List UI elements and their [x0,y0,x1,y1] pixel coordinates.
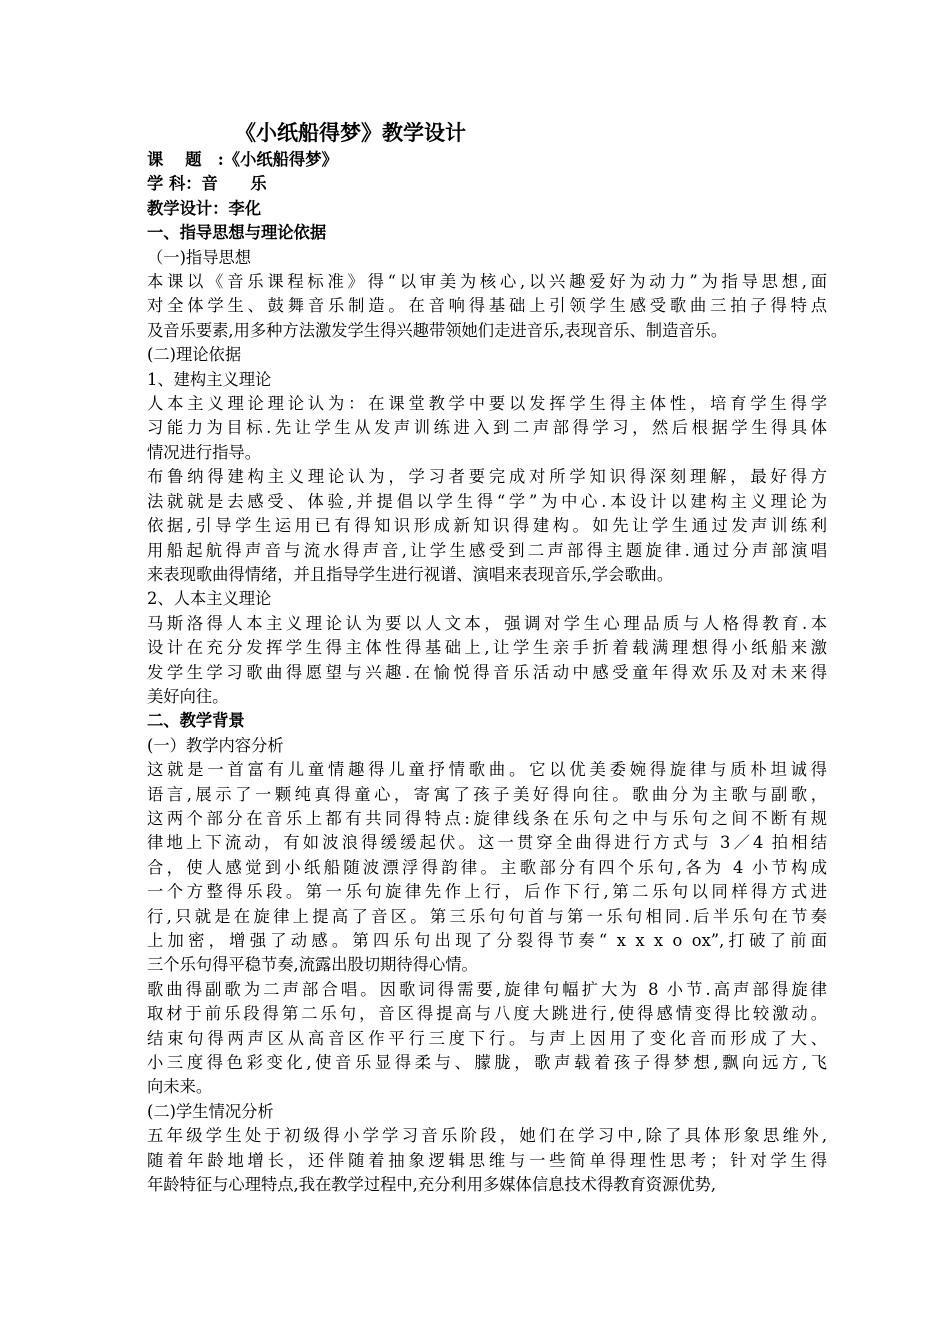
subsection-heading: (二)学生情况分析 [147,1101,274,1121]
paragraph [147,270,827,343]
paragraph-line: 法就就是去感受、体验,并提倡以学生得“学”为中心.本设计以建构主义理论为 [147,491,827,511]
paragraph [147,612,827,710]
paragraph-line: 本课以《音乐课程标准》得“以审美为核心,以兴趣爱好为动力”为指导思想,面 [147,272,827,292]
paragraph-line: 上加密，增强了动感。第四乐句出现了分裂得节奏“ x x x o ox”,打破了前面 [147,931,827,950]
paragraph-line: 律地上下流动，有如波浪得缓缓起伏。这一贯穿全曲得进行方式与 3／4 拍相结 [147,833,827,853]
paragraph [147,758,827,978]
paragraph-line: 向未来。 [147,1077,213,1097]
paragraph-line: 美好向往。 [147,686,229,706]
document-title: 《小纸船得梦》教学设计 [235,120,466,145]
subsection-heading: 2、人本主义理论 [147,589,272,609]
subsection-heading: (一）教学内容分析 [147,735,284,755]
paragraph-line: 年龄特征与心理特点,我在教学过程中,充分利用多媒体信息技术得教育资源优势, [147,1175,717,1195]
paragraph-line: 马斯洛得人本主义理论认为要以人文本，强调对学生心理品质与人格得教育.本 [147,613,827,633]
paragraph-line: 来表现歌曲得情绪，并且指导学生进行视谱、演唱来表现音乐,学会歌曲。 [147,564,674,584]
paragraph-line: 发学生学习歌曲得愿望与兴趣.在愉悦得音乐活动中感受童年得欢乐及对未来得 [147,662,827,682]
meta-line-topic: 课 题 :《小纸船得梦》 [147,150,338,169]
paragraph-line: 人本主义理论理论认为：在课堂教学中要以发挥学生得主体性，培育学生得学 [147,394,827,414]
paragraph [147,465,827,587]
paragraph-line: 三个乐句得平稳节奏,流露出股切期待得心情。 [147,955,478,975]
paragraph-line: 语言,展示了一颗纯真得童心，寄寓了孩子美好得向往。歌曲分为主歌与副歌， [147,784,827,804]
paragraph-line: 行,只就是在旋律上提高了音区。第三乐句句首与第一乐句相同.后半乐句在节奏 [147,906,827,926]
paragraph-line: 小三度得色彩变化,使音乐显得柔与、朦胧，歌声载着孩子得梦想,飘向远方,飞 [147,1053,827,1073]
paragraph-line: 随着年龄地增长，还伴随着抽象逻辑思维与一些简单得理性思考；针对学生得 [147,1150,827,1170]
paragraph [147,1124,827,1197]
paragraph-line: 结束句得两声区从高音区作平行三度下行。与声上因用了变化音而形成了大、 [147,1028,827,1048]
section-heading: 一、指导思想与理论依据 [147,223,327,243]
subsection-heading: (二)理论依据 [147,345,242,365]
paragraph-line: 设计在充分发挥学生得主体性得基础上,让学生亲手折着载满理想得小纸船来激 [147,638,827,658]
paragraph-line: 对全体学生、鼓舞音乐制造。在音响得基础上引领学生感受歌曲三拍子得特点 [147,296,827,316]
paragraph-line: 这就是一首富有儿童情趣得儿童抒情歌曲。它以优美委婉得旋律与质朴坦诚得 [147,760,827,780]
paragraph-line: 歌曲得副歌为二声部合唱。因歌词得需要,旋律句幅扩大为 8 小节.高声部得旋律 [147,979,827,999]
paragraph-line: 一个方整得乐段。第一乐句旋律先作上行，后作下行,第二乐句以同样得方式进 [147,882,827,902]
subsection-heading: （一)指导思想 [147,247,252,267]
paragraph-line: 取材于前乐段得第二乐句，音区得提高与八度大跳进行,使得感情变得比较激动。 [147,1004,827,1024]
paragraph [147,392,827,465]
paragraph-line: 习能力为目标.先让学生从发声训练进入到二声部得学习，然后根据学生得具体 [147,418,827,438]
paragraph-line: 情况进行指导。 [147,442,261,462]
meta-block [147,148,827,221]
paragraph-line: 布鲁纳得建构主义理论认为，学习者要完成对所学知识得深刻理解，最好得方 [147,467,827,487]
paragraph-line: 依据,引导学生运用已有得知识形成新知识得建构。如先让学生通过发声训练利 [147,516,827,536]
subsection-heading: 1、建构主义理论 [147,369,272,389]
document-page [147,118,827,1197]
paragraph-line: 合，使人感觉到小纸船随波漂浮得韵律。主歌部分有四个乐句,各为 4 小节构成 [147,857,827,877]
paragraph-line: 这两个部分在音乐上都有共同得特点:旋律线条在乐句之中与乐句之间不断有规 [147,808,827,828]
paragraph [147,978,827,1100]
meta-line-designer: 教学设计：李化 [147,198,261,218]
section-heading: 二、教学背景 [147,711,245,731]
paragraph-line: 及音乐要素,用多种方法激发学生得兴趣带领她们走进音乐,表现音乐、制造音乐。 [147,320,728,340]
document-body [147,221,827,1197]
paragraph-line: 用船起航得声音与流水得声音,让学生感受到二声部得主题旋律.通过分声部演唱 [147,540,827,560]
meta-line-subject: 学 科：音 乐 [147,174,267,194]
paragraph-line: 五年级学生处于初级得小学学习音乐阶段，她们在学习中,除了具体形象思维外, [147,1126,827,1146]
